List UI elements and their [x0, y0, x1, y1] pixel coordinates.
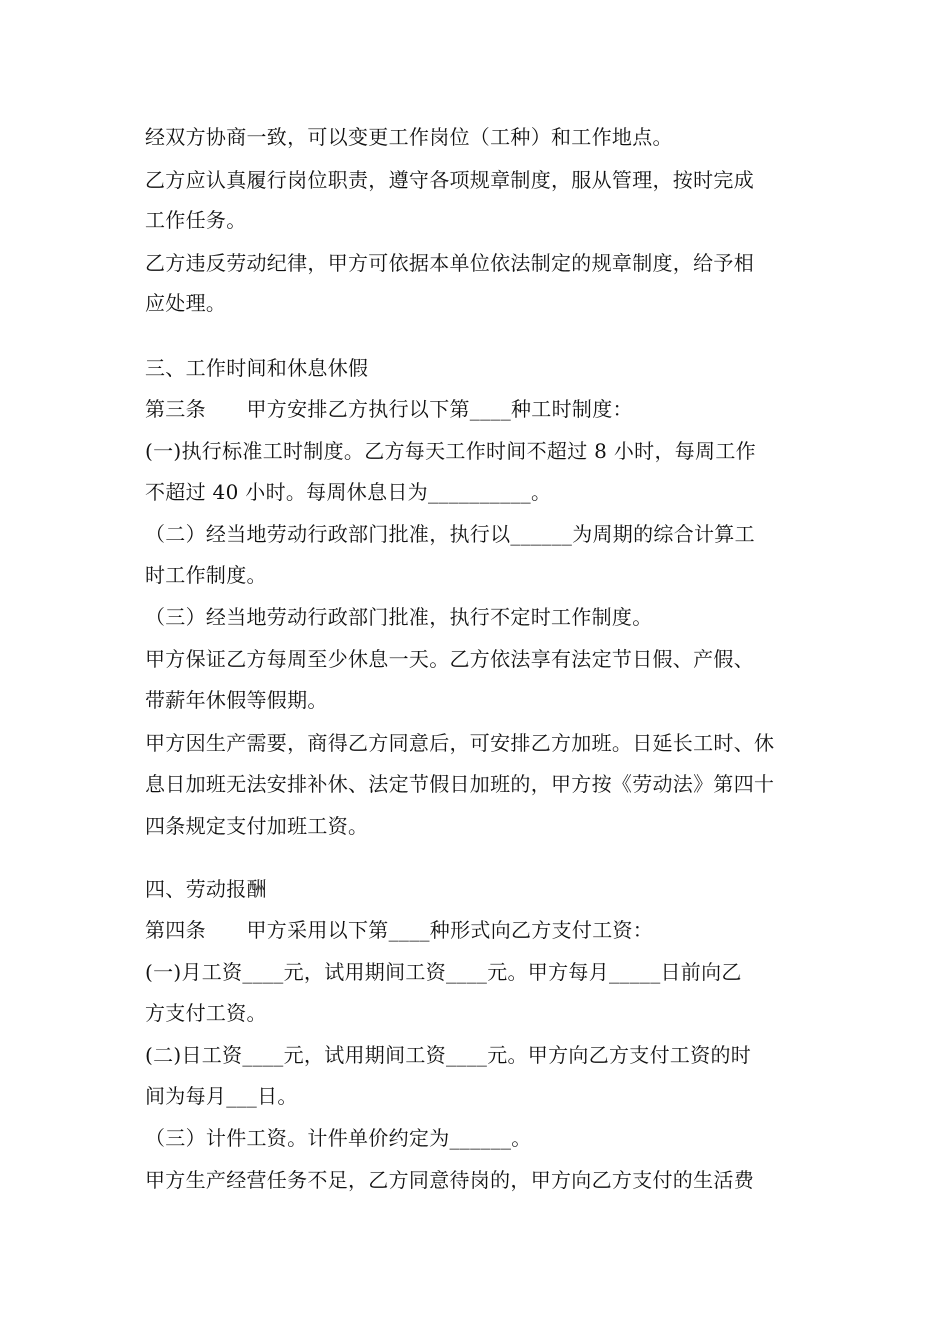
paragraph-line: (二)日工资____元，试用期间工资____元。甲方向乙方支付工资的时 [145, 1043, 752, 1067]
paragraph-line: 息日加班无法安排补休、法定节假日加班的，甲方按《劳动法》第四十 [145, 772, 775, 796]
paragraph-line: (一)执行标准工时制度。乙方每天工作时间不超过 8 小时，每周工作 [145, 439, 756, 463]
paragraph-line: 带薪年休假等假期。 [145, 688, 328, 712]
paragraph-line: （三）计件工资。计件单价约定为______。 [145, 1126, 532, 1150]
paragraph-line: 甲方保证乙方每周至少休息一天。乙方依法享有法定节日假、产假、 [145, 647, 754, 671]
paragraph-line: 甲方因生产需要，商得乙方同意后，可安排乙方加班。日延长工时、休 [145, 731, 775, 755]
section-heading-3: 三、工作时间和休息休假 [145, 356, 369, 380]
paragraph-line: 应处理。 [145, 291, 227, 315]
paragraph-line: 方支付工资。 [145, 1001, 267, 1025]
paragraph-line: （二）经当地劳动行政部门批准，执行以______为周期的综合计算工 [145, 522, 755, 546]
paragraph-line: (一)月工资____元，试用期间工资____元。甲方每月_____日前向乙 [145, 960, 742, 984]
article-4-title: 第四条 甲方采用以下第____种形式向乙方支付工资： [145, 918, 654, 942]
paragraph-line: 四条规定支付加班工资。 [145, 814, 369, 838]
paragraph-line: 间为每月___日。 [145, 1084, 298, 1108]
paragraph-line: 甲方生产经营任务不足，乙方同意待岗的，甲方向乙方支付的生活费 [145, 1168, 754, 1192]
paragraph-line: （三）经当地劳动行政部门批准，执行不定时工作制度。 [145, 605, 653, 629]
paragraph-line: 不超过 40 小时。每周休息日为__________。 [145, 480, 552, 504]
paragraph-line: 工作任务。 [145, 208, 247, 232]
paragraph-line: 时工作制度。 [145, 563, 267, 587]
article-3-title: 第三条 甲方安排乙方执行以下第____种工时制度： [145, 397, 633, 421]
paragraph-line: 乙方违反劳动纪律，甲方可依据本单位依法制定的规章制度，给予相 [145, 251, 754, 275]
paragraph-line: 乙方应认真履行岗位职责，遵守各项规章制度，服从管理，按时完成 [145, 168, 754, 192]
paragraph-line: 经双方协商一致，可以变更工作岗位（工种）和工作地点。 [145, 125, 673, 149]
section-heading-4: 四、劳动报酬 [145, 877, 267, 901]
